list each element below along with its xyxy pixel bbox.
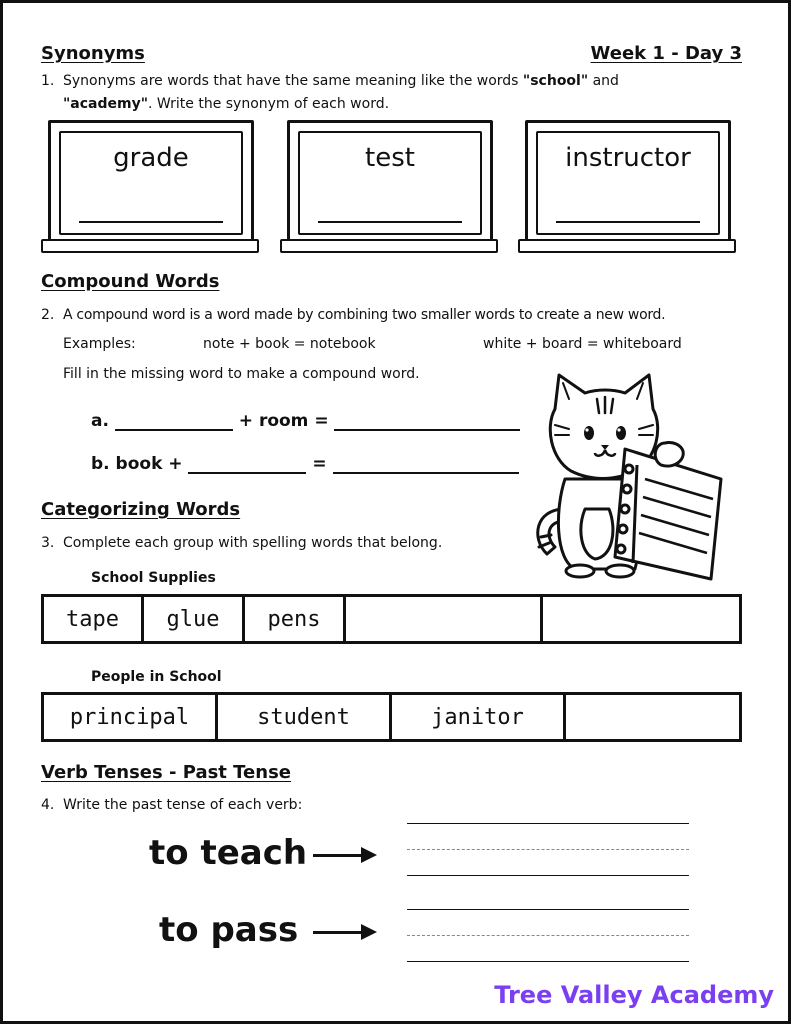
writing-line-base[interactable] — [407, 875, 689, 876]
board-word: instructor — [565, 143, 691, 173]
cat-with-notebook-icon — [525, 369, 725, 581]
verb-1: to teach — [149, 833, 308, 873]
grid-cell-empty[interactable] — [543, 597, 739, 641]
q1-text — [63, 70, 723, 116]
q4-number: 4. — [41, 797, 55, 813]
grid-cell: tape — [44, 597, 144, 641]
grid-cell: principal — [44, 695, 218, 739]
people-in-school-grid — [41, 692, 742, 742]
answer-line[interactable] — [79, 221, 223, 223]
board-ledge — [280, 239, 498, 253]
grid-cell: student — [218, 695, 392, 739]
blank-b-result[interactable] — [333, 454, 519, 474]
q1-word-academy: "academy" — [63, 96, 149, 112]
synonym-board-1 — [48, 120, 254, 246]
verb-2: to pass — [159, 910, 299, 950]
compound-row-b — [91, 454, 519, 474]
right-arrow-icon — [313, 854, 363, 857]
example-2: white + board = whiteboard — [483, 336, 682, 352]
q2-number: 2. — [41, 307, 55, 323]
verb-tenses-heading: Verb Tenses - Past Tense — [41, 762, 292, 783]
answer-line[interactable] — [318, 221, 462, 223]
q1-word-school: "school" — [522, 73, 589, 89]
grid-cell-empty[interactable] — [346, 597, 543, 641]
grid-cell-empty[interactable] — [566, 695, 739, 739]
row-b-equals: = — [312, 454, 327, 474]
synonym-board-3 — [525, 120, 731, 246]
writing-line-mid — [407, 935, 689, 936]
example-1: note + book = notebook — [203, 336, 376, 352]
synonym-board-2 — [287, 120, 493, 246]
synonyms-heading: Synonyms — [41, 43, 145, 64]
q2-text: A compound word is a word made by combining two smaller words to create a new word. — [63, 307, 666, 323]
q3-text: Complete each group with spelling words that belong. — [63, 535, 443, 551]
q1-text-a: Synonyms are words that have the same meaning like the words — [63, 73, 523, 89]
q1-text-and: and — [588, 73, 619, 89]
blank-a-result[interactable] — [334, 411, 520, 431]
answer-line[interactable] — [556, 221, 700, 223]
compound-heading: Compound Words — [41, 271, 220, 292]
examples-label: Examples: — [63, 336, 136, 352]
right-arrow-icon — [361, 924, 377, 940]
blank-b-second[interactable] — [188, 454, 306, 474]
q3-number: 3. — [41, 535, 55, 551]
row-b-label: b. book + — [91, 454, 183, 474]
brand-logo-text: Tree Valley Academy — [494, 981, 774, 1009]
row-a-plus: + room = — [238, 411, 329, 431]
group2-title: People in School — [91, 669, 222, 685]
q1-number: 1. — [41, 73, 55, 89]
board-ledge — [41, 239, 259, 253]
writing-line-base[interactable] — [407, 961, 689, 962]
board-ledge — [518, 239, 736, 253]
board-word: grade — [113, 143, 189, 173]
q1-text-b: . Write the synonym of each word. — [148, 96, 390, 112]
school-supplies-grid — [41, 594, 742, 644]
writing-line-top[interactable] — [407, 909, 689, 910]
q4-text: Write the past tense of each verb: — [63, 797, 303, 813]
blank-a-first[interactable] — [115, 411, 233, 431]
grid-cell: glue — [144, 597, 245, 641]
q2-instruction: Fill in the missing word to make a compound word. — [63, 366, 420, 382]
writing-line-top[interactable] — [407, 823, 689, 824]
group1-title: School Supplies — [91, 570, 216, 586]
grid-cell: janitor — [392, 695, 566, 739]
row-a-label: a. — [91, 411, 109, 431]
board-word: test — [365, 143, 415, 173]
week-day-label: Week 1 - Day 3 — [590, 43, 742, 64]
compound-row-a — [91, 411, 520, 431]
right-arrow-icon — [313, 931, 363, 934]
writing-line-mid — [407, 849, 689, 850]
right-arrow-icon — [361, 847, 377, 863]
grid-cell: pens — [245, 597, 346, 641]
categorizing-heading: Categorizing Words — [41, 499, 241, 520]
